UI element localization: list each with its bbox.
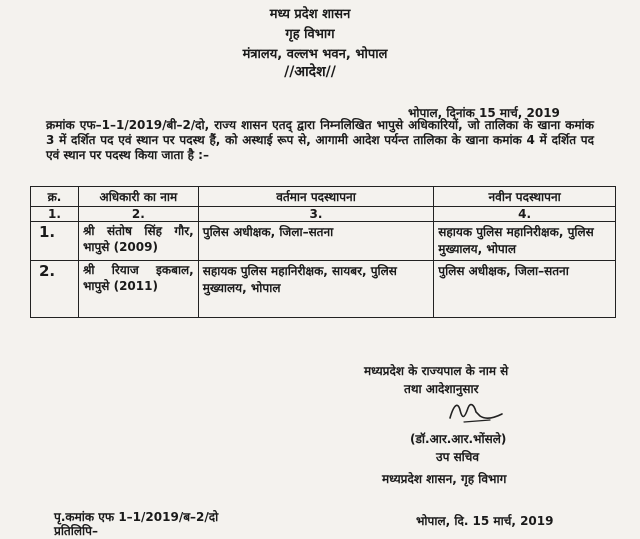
header-department: गृह विभाग	[285, 27, 335, 42]
row-current-posting: सहायक पुलिस महानिरीक्षक, सायबर, पुलिस मुख्यालय, भोपाल	[198, 261, 434, 318]
row-sn: 1.	[31, 222, 79, 261]
header-current-posting: वर्तमान पदस्थापना	[198, 187, 434, 207]
handwritten-signature-icon	[446, 398, 506, 426]
col-number-3: 3.	[198, 207, 434, 222]
signature-authority-line2: तथा आदेशानुसार	[404, 382, 479, 396]
header-new-posting: नवीन पदस्थापना	[434, 187, 616, 207]
signatory-designation: उप सचिव	[436, 450, 480, 464]
header-sn: क्र.	[31, 187, 79, 207]
signatory-department: मध्यप्रदेश शासन, गृह विभाग	[382, 472, 507, 486]
footer-copy-label: प्रतिलिपि–	[54, 524, 98, 538]
table-column-number-row	[31, 207, 616, 222]
order-paragraph	[46, 118, 594, 163]
signature-authority-line1: मध्यप्रदेश के राज्यपाल के नाम से	[364, 364, 509, 378]
row-current-posting: पुलिस अधीक्षक, जिला–सतना	[198, 222, 434, 261]
col-number-2: 2.	[78, 207, 198, 222]
header-government: मध्य प्रदेश शासन	[269, 7, 351, 22]
order-paragraph-text: क्रमांक एफ–1–1/2019/बी–2/दो, राज्य शासन एतद् द्वारा निम्नलिखित भापुसे अधिकारियों, जो तालिका के खाना कमांक 3 में दर्शित पद एवं स्थान पर पदस्थ हैं, को अस्थाई रूप से, आगामी आदेश पर्यन्त तालिका के खाना कमांक 4 में दर्शित पद एवं स्थान पर पदस्थ किया जाता है :–	[46, 118, 594, 162]
row-sn: 2.	[31, 261, 79, 318]
row-new-posting: सहायक पुलिस महानिरीक्षक, पुलिस मुख्यालय, भोपाल	[434, 222, 616, 261]
col-number-4: 4.	[434, 207, 616, 222]
posting-table	[30, 186, 616, 318]
footer-reference-number: पृ.कमांक एफ 1–1/2019/ब–2/दो	[54, 510, 219, 524]
col-number-1: 1.	[31, 207, 79, 222]
header-order-title: //आदेश//	[284, 64, 336, 80]
table-row	[31, 222, 616, 261]
footer-date: भोपाल, दि. 15 मार्च, 2019	[416, 514, 554, 528]
order-date: भोपाल, दिनांक 15 मार्च, 2019	[408, 106, 560, 120]
row-officer-name: श्री रियाज इकबाल, भापुसे (2011)	[78, 261, 198, 318]
header-address: मंत्रालय, वल्लभ भवन, भोपाल	[242, 47, 388, 62]
table-row	[31, 261, 616, 318]
row-new-posting: पुलिस अधीक्षक, जिला–सतना	[434, 261, 616, 318]
header-officer-name: अधिकारी का नाम	[78, 187, 198, 207]
signatory-name: (डॉ.आर.आर.भोंसले)	[410, 432, 507, 446]
row-officer-name: श्री संतोष सिंह गौर, भापुसे (2009)	[78, 222, 198, 261]
table-header-row	[31, 187, 616, 207]
